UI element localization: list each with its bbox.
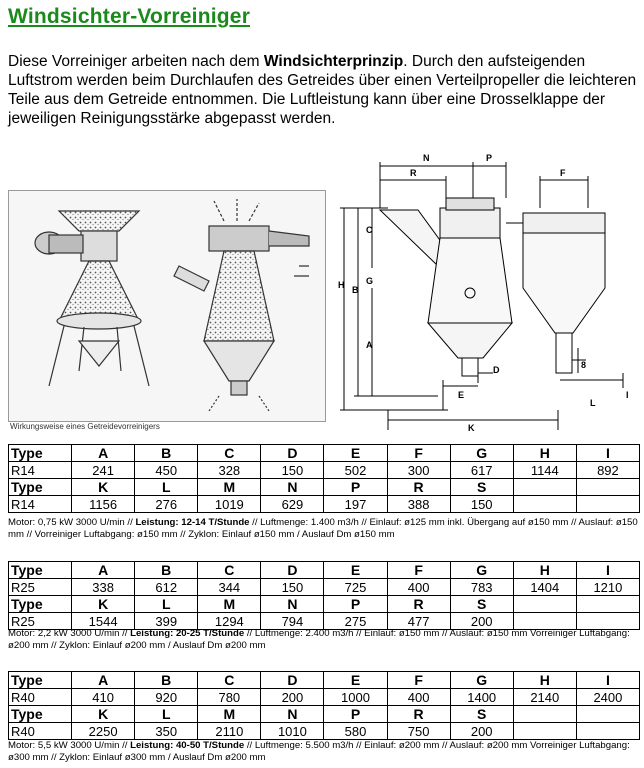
table-cell: 1144	[513, 462, 576, 479]
col-header: A	[72, 445, 135, 462]
table-cell: 197	[324, 496, 387, 513]
table-cell: 502	[324, 462, 387, 479]
table-row	[9, 562, 640, 579]
col-header: Type	[9, 479, 72, 496]
table-cell: 1010	[261, 723, 324, 740]
illustration-caption: Wirkungsweise eines Getreidevorreinigers	[10, 422, 160, 431]
model-name: R25	[9, 613, 72, 630]
table-cell: 150	[261, 579, 324, 596]
table-cell: 350	[135, 723, 198, 740]
col-header: S	[450, 706, 513, 723]
page-title: Windsichter-Vorreiniger	[8, 5, 251, 28]
col-header: H	[513, 562, 576, 579]
table-cell: 400	[387, 689, 450, 706]
label-a: A	[366, 340, 373, 350]
col-header: E	[324, 562, 387, 579]
col-header: G	[450, 672, 513, 689]
label-i: I	[626, 390, 629, 400]
col-header: Type	[9, 672, 72, 689]
note-text: // Luftmenge: 2.400 m3/h // Einlauf: ø150 mm // Auslauf: ø150 mm Vorreiniger Luftabgang: ø200 mm // Zyklon: Einlauf ø200 mm / Auslauf Dm ø200 mm	[8, 628, 630, 651]
table-cell: 580	[324, 723, 387, 740]
spec-note-r40	[8, 740, 640, 764]
table-cell: 477	[387, 613, 450, 630]
col-header: H	[513, 672, 576, 689]
table-row	[9, 479, 640, 496]
table-cell: 1404	[513, 579, 576, 596]
col-header: I	[576, 562, 639, 579]
col-header: D	[261, 445, 324, 462]
col-header: C	[198, 672, 261, 689]
intro-text-2: . Durch den aufsteigenden Luftstrom werden beim Durchlaufen des Getreides über einen Verteilpropeller die leichteren Teile aus dem Getreide entnommen. Die Luftleistung kann über eine Drosselklappe der jeweiligen Reinigungsstärke abgepasst werden.	[8, 53, 637, 127]
right-machine-drawing	[174, 199, 309, 411]
col-header: F	[387, 562, 450, 579]
col-header	[513, 596, 576, 613]
table-cell: 2400	[576, 689, 639, 706]
table-cell	[576, 496, 639, 513]
table-cell	[513, 723, 576, 740]
col-header: F	[387, 445, 450, 462]
model-name: R14	[9, 496, 72, 513]
table-cell: 200	[261, 689, 324, 706]
table-cell	[513, 496, 576, 513]
spec-table-r14	[8, 444, 640, 513]
table-cell: 794	[261, 613, 324, 630]
table-cell: 1000	[324, 689, 387, 706]
col-header: I	[576, 445, 639, 462]
col-header: H	[513, 445, 576, 462]
col-header: D	[261, 672, 324, 689]
label-e: E	[458, 390, 465, 400]
table-row	[9, 462, 640, 479]
model-name: R40	[9, 723, 72, 740]
table-cell	[513, 613, 576, 630]
col-header: L	[135, 479, 198, 496]
col-header: R	[387, 479, 450, 496]
table-row	[9, 496, 640, 513]
label-g: G	[366, 276, 374, 286]
col-header: B	[135, 445, 198, 462]
col-header: Type	[9, 445, 72, 462]
table-cell: 1019	[198, 496, 261, 513]
technical-drawing	[328, 148, 640, 434]
intro-bold: Windsichterprinzip	[263, 53, 404, 70]
table-row	[9, 723, 640, 740]
label-h: H	[338, 280, 345, 290]
table-row	[9, 445, 640, 462]
table-cell: 617	[450, 462, 513, 479]
col-header	[576, 596, 639, 613]
table-cell: 450	[135, 462, 198, 479]
table-cell: 629	[261, 496, 324, 513]
col-header: N	[261, 596, 324, 613]
col-header: P	[324, 596, 387, 613]
note-value: 20-25 T/Stunde	[173, 628, 245, 639]
col-header: P	[324, 706, 387, 723]
label-l: L	[590, 398, 596, 408]
table-cell: 400	[387, 579, 450, 596]
label-r: R	[410, 168, 417, 178]
table-cell: 725	[324, 579, 387, 596]
table-cell	[576, 613, 639, 630]
table-cell: 150	[261, 462, 324, 479]
col-header: A	[72, 672, 135, 689]
col-header	[576, 706, 639, 723]
note-text: Motor: 5,5 kW 3000 U/min //	[8, 740, 131, 751]
note-text: // Luftmenge: 1.400 m3/h // Einlauf: ø125 mm inkl. Übergang auf ø150 mm // Auslauf: ø150 mm // Vorreiniger Luftabgang: ø150 mm // Zyklon: Einlauf ø150 mm / Auslauf Dm ø150 mm	[8, 517, 638, 540]
col-header: C	[198, 562, 261, 579]
label-k: K	[468, 423, 475, 433]
label-p: P	[486, 153, 493, 163]
col-header: M	[198, 596, 261, 613]
model-name: R14	[9, 462, 72, 479]
label-n: N	[423, 153, 430, 163]
col-header	[576, 479, 639, 496]
table-cell: 2110	[198, 723, 261, 740]
model-name: R25	[9, 579, 72, 596]
table-cell: 1294	[198, 613, 261, 630]
table-cell: 344	[198, 579, 261, 596]
table-cell: 612	[135, 579, 198, 596]
table-cell: 2140	[513, 689, 576, 706]
table-cell: 241	[72, 462, 135, 479]
note-label: Leistung:	[135, 517, 179, 528]
table-cell: 920	[135, 689, 198, 706]
table-row	[9, 689, 640, 706]
table-cell: 399	[135, 613, 198, 630]
label-d: D	[493, 365, 500, 375]
table-cell: 200	[450, 723, 513, 740]
table-row	[9, 613, 640, 630]
note-text: // Luftmenge: 5.500 m3/h // Einlauf: ø200 mm // Auslauf: ø200 mm Vorreiniger Luftabgang: ø300 mm // Zyklon: Einlauf ø300 mm / Auslauf Dm ø200 mm	[8, 740, 630, 763]
col-header: I	[576, 672, 639, 689]
table-cell: 150	[450, 496, 513, 513]
table-cell: 783	[450, 579, 513, 596]
col-header	[513, 479, 576, 496]
table-cell: 2250	[72, 723, 135, 740]
label-c: C	[366, 225, 373, 235]
col-header: E	[324, 672, 387, 689]
intro-text-1: Diese Vorreiniger arbeiten nach dem	[8, 53, 264, 70]
label-8: 8	[581, 360, 587, 370]
col-header: M	[198, 706, 261, 723]
table-cell: 1210	[576, 579, 639, 596]
col-header: S	[450, 596, 513, 613]
col-header: S	[450, 479, 513, 496]
table-cell: 275	[324, 613, 387, 630]
col-header	[513, 706, 576, 723]
illustration-svg	[9, 191, 325, 421]
table-row	[9, 596, 640, 613]
table-row	[9, 706, 640, 723]
table-cell: 1400	[450, 689, 513, 706]
technical-drawing-svg	[328, 148, 640, 434]
col-header: B	[135, 672, 198, 689]
col-header: M	[198, 479, 261, 496]
model-name: R40	[9, 689, 72, 706]
prinzip-illustration	[8, 190, 326, 422]
note-text: Motor: 2,2 kW 3000 U/min //	[8, 628, 131, 639]
table-cell: 276	[135, 496, 198, 513]
col-header: D	[261, 562, 324, 579]
col-header: L	[135, 596, 198, 613]
table-cell: 410	[72, 689, 135, 706]
col-header: Type	[9, 706, 72, 723]
col-header: N	[261, 706, 324, 723]
table-cell: 780	[198, 689, 261, 706]
table-cell: 1544	[72, 613, 135, 630]
table-cell	[576, 723, 639, 740]
table-row	[9, 579, 640, 596]
note-label: Leistung:	[130, 628, 174, 639]
table-cell: 892	[576, 462, 639, 479]
col-header: G	[450, 445, 513, 462]
note-value: 12-14 T/Stunde	[178, 517, 250, 528]
col-header: K	[72, 706, 135, 723]
col-header: R	[387, 596, 450, 613]
col-header: F	[387, 672, 450, 689]
col-header: C	[198, 445, 261, 462]
note-label: Leistung:	[130, 740, 174, 751]
label-b: B	[352, 285, 359, 295]
spec-table-r25	[8, 561, 640, 630]
col-header: P	[324, 479, 387, 496]
col-header: G	[450, 562, 513, 579]
col-header: A	[72, 562, 135, 579]
col-header: Type	[9, 562, 72, 579]
col-header: B	[135, 562, 198, 579]
table-cell: 1156	[72, 496, 135, 513]
spec-table-r40	[8, 671, 640, 740]
col-header: N	[261, 479, 324, 496]
spec-note-r25	[8, 628, 640, 652]
col-header: K	[72, 596, 135, 613]
col-header: E	[324, 445, 387, 462]
col-header: Type	[9, 596, 72, 613]
intro-paragraph	[8, 52, 638, 128]
table-cell: 388	[387, 496, 450, 513]
table-cell: 328	[198, 462, 261, 479]
left-machine-drawing	[35, 211, 149, 386]
col-header: R	[387, 706, 450, 723]
note-text: Motor: 0,75 kW 3000 U/min //	[8, 517, 136, 528]
table-row	[9, 672, 640, 689]
col-header: L	[135, 706, 198, 723]
note-value: 40-50 T/Stunde	[173, 740, 245, 751]
table-cell: 338	[72, 579, 135, 596]
table-cell: 200	[450, 613, 513, 630]
spec-note-r14	[8, 517, 640, 541]
table-cell: 750	[387, 723, 450, 740]
label-f: F	[560, 168, 566, 178]
col-header: K	[72, 479, 135, 496]
table-cell: 300	[387, 462, 450, 479]
